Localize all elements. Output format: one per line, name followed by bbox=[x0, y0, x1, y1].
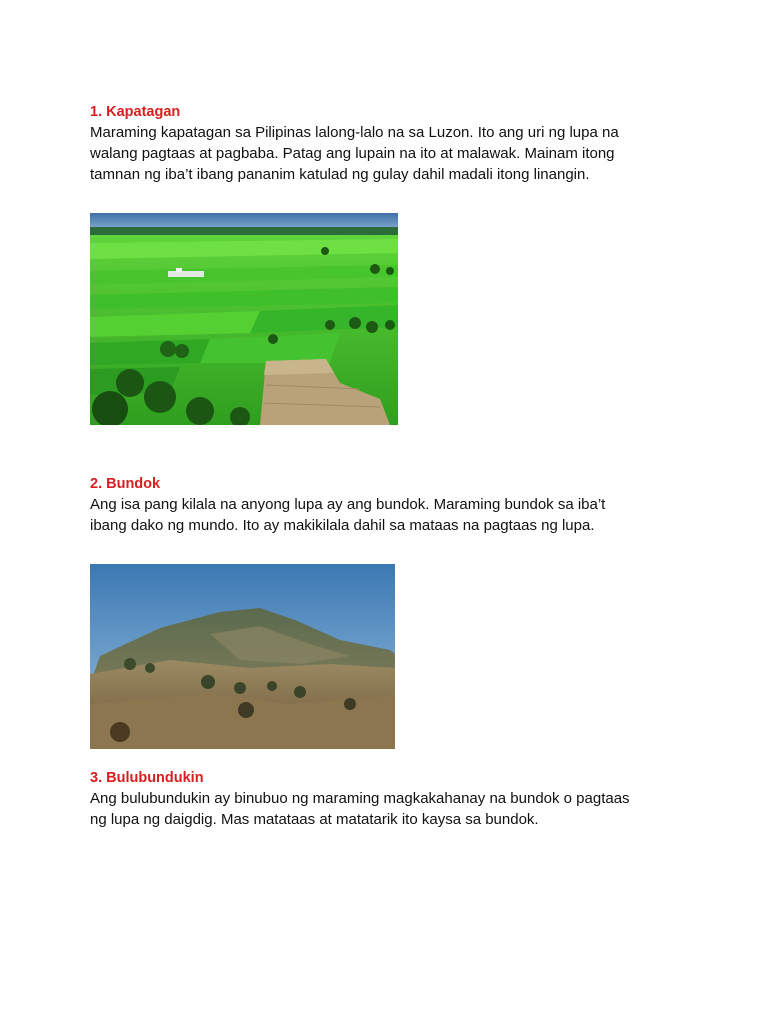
section-bundok bbox=[90, 474, 680, 536]
plains-image bbox=[90, 213, 398, 425]
paragraph-line: tamnan ng iba’t ibang pananim katulad ng gulay dahil madali itong linangin. bbox=[90, 166, 590, 183]
paragraph-line: Maraming kapatagan sa Pilipinas lalong-lalo na sa Luzon. Ito ang uri ng lupa na bbox=[90, 124, 619, 141]
section-kapatagan bbox=[90, 102, 680, 185]
heading-bundok: 2. Bundok bbox=[90, 476, 161, 492]
section-bulubundukin bbox=[90, 768, 680, 830]
heading-bulubundukin: 3. Bulubundukin bbox=[90, 770, 204, 786]
paragraph-line: walang pagtaas at pagbaba. Patag ang lupain na ito at malawak. Mainam itong bbox=[90, 145, 615, 162]
paragraph-line: ng lupa ng daigdig. Mas matataas at matatarik ito kaysa sa bundok. bbox=[90, 811, 539, 828]
paragraph-line: Ang isa pang kilala na anyong lupa ay ang bundok. Maraming bundok sa iba’t bbox=[90, 496, 606, 513]
mountain-image bbox=[90, 564, 395, 749]
paragraph-line: ibang dako ng mundo. Ito ay makikilala dahil sa mataas na pagtaas ng lupa. bbox=[90, 517, 595, 534]
heading-kapatagan: 1. Kapatagan bbox=[90, 104, 181, 120]
paragraph-line: Ang bulubundukin ay binubuo ng maraming magkakahanay na bundok o pagtaas bbox=[90, 790, 630, 807]
